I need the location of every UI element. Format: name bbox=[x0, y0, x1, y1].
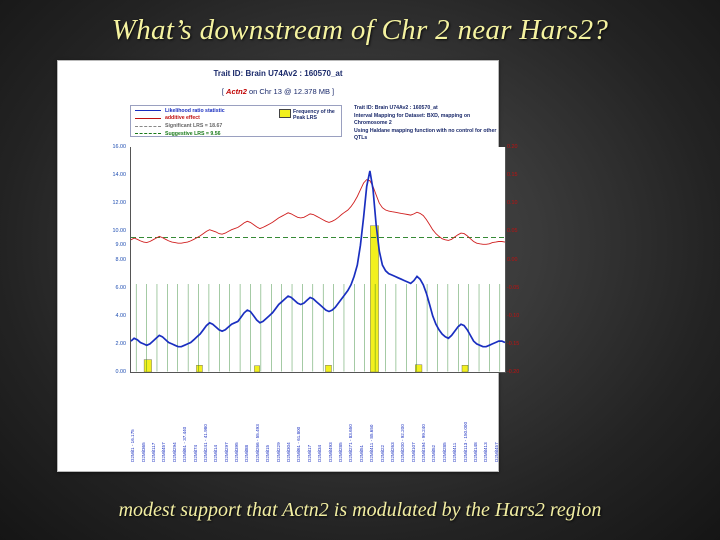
marker-label: D2Mit493 bbox=[327, 442, 333, 462]
marker-label: D2Mit74 bbox=[192, 444, 198, 462]
figure-subtitle-suffix: on Chr 13 @ 12.378 MB ] bbox=[246, 87, 335, 96]
marker-label: D2Mit51 bbox=[358, 444, 364, 462]
marker-label: D2Mit285 bbox=[441, 442, 447, 462]
marker-label: D2Mit117 bbox=[150, 442, 156, 462]
marker-label: D2Mit365 bbox=[140, 442, 146, 462]
y-tick-label-left: 8.00 bbox=[115, 256, 126, 263]
legend-label-significant: Significant LRS = 18.67 bbox=[165, 123, 223, 130]
marker-label: D2Mit52 bbox=[431, 444, 437, 462]
y-tick-label-left: 0.00 bbox=[115, 369, 126, 375]
figure-subtitle-prefix: [ bbox=[221, 87, 227, 96]
legend-label-additive: additive effect bbox=[165, 115, 200, 122]
annotation-line: Trait ID: Brain U74Av2 : 160570_at bbox=[354, 105, 438, 111]
y-tick-label-right: 0.00 bbox=[507, 256, 518, 263]
marker-label: D2Mit107 bbox=[410, 442, 416, 462]
legend-label-suggestive: Suggestive LRS = 9.56 bbox=[165, 130, 221, 137]
slide-caption: modest support that Actn2 is modulated by the Hars2 region bbox=[118, 499, 602, 521]
marker-label: D2Mit61 - 37.440 bbox=[182, 426, 188, 462]
y-tick-label-right: -0.15 bbox=[507, 340, 520, 347]
marker-label: D2Mit14 bbox=[213, 444, 219, 462]
marker-label: D2Mit297 bbox=[223, 442, 229, 462]
marker-label: D2Mit200 - 92.200 bbox=[400, 424, 406, 462]
marker-label: D2Mit271 - 83.650 bbox=[348, 424, 354, 462]
y-tick-label-right: 0.15 bbox=[507, 172, 518, 179]
legend-label-peak-frequency: Frequency of the Peak LRS bbox=[293, 109, 335, 121]
page-title: What’s downstream of Chr 2 near Hars2? bbox=[111, 14, 609, 46]
marker-label: D2Mit411 bbox=[452, 442, 458, 462]
marker-label: D2Mit395 bbox=[234, 442, 240, 462]
y-tick-label-right: -0.05 bbox=[507, 284, 520, 291]
marker-label: D2Mit148 bbox=[473, 442, 479, 462]
marker-label: D2Mit413 bbox=[483, 442, 489, 462]
marker-label: D2Mit266 - 55.493 bbox=[254, 424, 260, 462]
legend-label-lrs: Likelihood ratio statistic bbox=[165, 107, 225, 114]
y-tick-label-left: 6.00 bbox=[115, 284, 126, 291]
y-tick-label-right: -0.10 bbox=[507, 312, 520, 319]
figure-subtitle bbox=[58, 87, 498, 96]
marker-label: D2Mit88 bbox=[244, 444, 250, 462]
marker-label: D2Mit263 bbox=[389, 442, 395, 462]
legend-swatch-suggestive bbox=[135, 133, 161, 134]
marker-label: D2Mit229 bbox=[275, 442, 281, 462]
marker-label: D2Mit113 - 150.000 bbox=[462, 421, 468, 462]
y-tick-label-left: 9.00 bbox=[115, 242, 126, 249]
y-tick-label-right: 0.20 bbox=[507, 144, 518, 150]
marker-label: D2Mit241 - 41.980 bbox=[202, 424, 208, 462]
legend-item bbox=[131, 123, 341, 129]
marker-labels bbox=[130, 372, 504, 464]
annotation-line: Using Haldane mapping function with no control for other QTLs bbox=[354, 127, 497, 141]
marker-label: D2Mit285 bbox=[337, 442, 343, 462]
marker-label: D2Mit294 bbox=[171, 442, 177, 462]
plot-area bbox=[130, 147, 506, 373]
qtl-figure bbox=[57, 60, 520, 472]
y-tick-label-right: 0.05 bbox=[507, 228, 518, 235]
marker-label: D2Mit457 bbox=[161, 442, 167, 462]
y-tick-label-right: 0.10 bbox=[507, 200, 518, 207]
marker-label: D2Mit61 - 61.800 bbox=[296, 426, 302, 462]
legend-swatch-additive bbox=[135, 118, 161, 119]
marker-label: D2Mit22 bbox=[379, 444, 385, 462]
marker-label: D2Mit304 bbox=[286, 442, 292, 462]
y-tick-label-left: 10.00 bbox=[112, 228, 126, 235]
marker-label: D2Mit194 - 99.240 bbox=[421, 424, 427, 462]
gene-name: Actn2 bbox=[226, 87, 247, 96]
annotation-line: Interval Mapping for Dataset: BXD, mapping on Chromosome 2 bbox=[354, 112, 471, 126]
marker-label: D2Mit457 bbox=[493, 442, 499, 462]
marker-label: D2Mit411 - 85.650 bbox=[369, 424, 375, 462]
legend-swatch-peak-frequency bbox=[279, 109, 291, 118]
y-tick-label-left: 4.00 bbox=[115, 312, 126, 319]
y-tick-label-left: 16.00 bbox=[112, 144, 126, 150]
chart-legend bbox=[130, 105, 342, 137]
qtl-plot-svg bbox=[131, 147, 505, 372]
y-tick-label-left: 2.00 bbox=[115, 340, 126, 347]
legend-swatch-lrs bbox=[135, 110, 161, 111]
y-tick-label-right: -0.20 bbox=[507, 369, 520, 375]
figure-annotation-block bbox=[354, 105, 504, 143]
marker-label: D2Mit17 bbox=[306, 444, 312, 462]
figure-title: Trait ID: Brain U74Av2 : 160570_at bbox=[213, 69, 343, 78]
marker-label: D2Mit15 bbox=[265, 444, 271, 462]
marker-label: D2Mit34 bbox=[317, 444, 323, 462]
marker-label: D2Mit1 - 16.175 bbox=[130, 429, 136, 462]
y-tick-label-left: 12.00 bbox=[112, 200, 126, 207]
legend-swatch-significant bbox=[135, 126, 161, 127]
legend-item bbox=[131, 131, 341, 137]
y-tick-label-left: 14.00 bbox=[112, 172, 126, 179]
